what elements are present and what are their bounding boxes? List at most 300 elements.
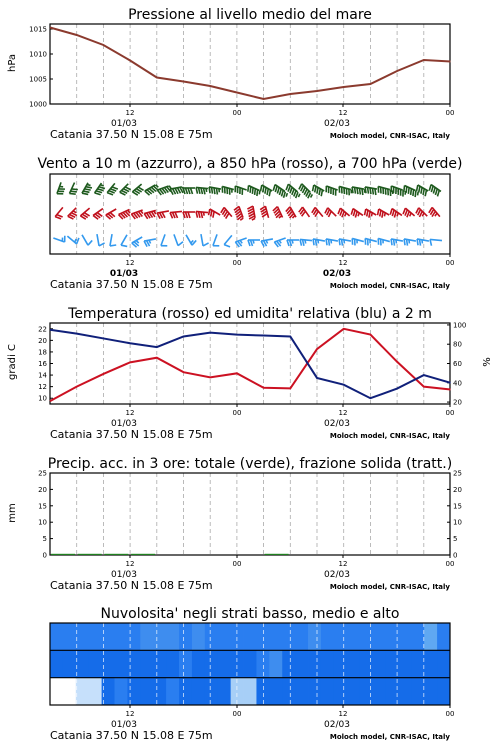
barb-flag xyxy=(99,243,105,246)
cloud-cell xyxy=(244,650,257,677)
y-tick-label: 40 xyxy=(453,379,462,388)
barb-shaft xyxy=(97,234,99,246)
y-tick-label: 20 xyxy=(453,398,462,407)
wind-barb xyxy=(174,232,184,245)
cloud-cell xyxy=(179,650,192,677)
wind-barb xyxy=(247,206,255,220)
model-credit: Moloch model, CNR-ISAC, Italy xyxy=(329,282,450,290)
barb-half xyxy=(369,240,371,244)
cloud-cell xyxy=(437,623,450,650)
cloud-cell xyxy=(334,678,347,705)
barb-half xyxy=(421,240,423,244)
wind-barb xyxy=(312,239,325,247)
wind-barb xyxy=(121,235,132,248)
wind-barb xyxy=(144,210,157,219)
wind-barb xyxy=(428,207,440,220)
x-tick-label: 00 xyxy=(445,710,455,718)
wind-barb xyxy=(68,208,81,221)
wind-barb xyxy=(69,183,80,196)
wind-barb xyxy=(233,186,246,196)
barb-half xyxy=(396,213,399,216)
cloud-cell xyxy=(411,623,424,650)
wind-barb xyxy=(80,208,93,220)
barb-flag xyxy=(191,188,193,194)
precip-plot xyxy=(38,470,462,593)
wind-barb xyxy=(57,182,67,195)
cloud-cell xyxy=(424,650,437,677)
wind-barb xyxy=(144,239,157,247)
y-tick-label: 12 xyxy=(38,383,47,392)
barb-flag xyxy=(251,240,253,246)
wind-barb xyxy=(287,240,299,246)
cloud-cell xyxy=(153,650,166,677)
x-date-label: 02/03 xyxy=(324,570,350,580)
cloud-cell xyxy=(218,623,231,650)
barb-half xyxy=(240,218,244,220)
wind-barb xyxy=(351,238,364,247)
wind-barb xyxy=(161,234,171,247)
cloud-cell xyxy=(205,678,218,705)
barb-half xyxy=(384,213,387,217)
x-tick-label: 00 xyxy=(232,259,242,267)
y-tick-label: 18 xyxy=(38,348,47,357)
barb-shaft xyxy=(170,211,182,212)
barb-half xyxy=(258,191,260,195)
barb-half xyxy=(357,213,360,216)
x-tick-label: 12 xyxy=(125,259,135,267)
y-tick-label: 25 xyxy=(38,469,47,478)
barb-flag xyxy=(287,240,289,246)
plot-frame xyxy=(50,24,450,104)
cloud-cell xyxy=(269,678,282,705)
cloud-cell xyxy=(360,650,373,677)
pressure-ylabel: hPa xyxy=(7,53,18,73)
cloud-cell xyxy=(295,678,308,705)
wind-barb xyxy=(311,185,324,196)
wind-barb xyxy=(350,209,363,221)
cloud-plot xyxy=(50,623,454,742)
cloud-cell xyxy=(282,623,295,650)
cloud-cell xyxy=(347,678,360,705)
cloud-cell xyxy=(282,650,295,677)
wind-barb xyxy=(325,239,338,247)
cloud-cell xyxy=(166,650,179,677)
temp-panel-title: Temperatura (rosso) ed umidita' relativa (blu) a 2 m xyxy=(68,306,432,322)
y-tick-label: 20 xyxy=(38,485,47,494)
cloud-cell xyxy=(398,650,411,677)
y-tick-label: 22 xyxy=(38,325,47,334)
barb-half xyxy=(395,240,397,244)
x-tick-label: 00 xyxy=(232,710,242,718)
model-credit: Moloch model, CNR-ISAC, Italy xyxy=(329,583,450,591)
barb-half xyxy=(285,193,288,196)
wind-barb xyxy=(403,239,416,247)
x-date-label: 01/03 xyxy=(111,570,137,580)
humidity-line xyxy=(50,330,451,398)
barb-shaft xyxy=(224,235,232,244)
x-tick-label: 00 xyxy=(232,409,242,417)
barb-flag xyxy=(183,188,185,194)
wind-barb xyxy=(324,208,337,221)
wind-barb xyxy=(415,185,428,196)
y-tick-label: 0 xyxy=(42,551,47,560)
wind-barb xyxy=(259,185,272,196)
wind-barb xyxy=(107,183,119,196)
location-label: Catania 37.50 N 15.08 E 75m xyxy=(50,579,213,592)
cloud-cell xyxy=(308,678,321,705)
wind-barb xyxy=(183,212,195,218)
barb-half xyxy=(61,238,63,242)
cloud-cell xyxy=(205,650,218,677)
x-tick-label: 12 xyxy=(338,259,348,267)
cloud-cell xyxy=(411,650,424,677)
barb-flag xyxy=(188,188,190,194)
x-tick-label: 00 xyxy=(445,259,455,267)
barb-half xyxy=(371,213,374,217)
x-tick-label: 00 xyxy=(232,560,242,568)
wind-barb xyxy=(337,208,350,220)
wind-barb xyxy=(95,183,107,196)
wind-barb xyxy=(351,187,365,195)
temp-ylabel-left: gradi C xyxy=(7,344,18,380)
cloud-cell xyxy=(218,678,231,705)
cloud-cell xyxy=(411,678,424,705)
wind-barb xyxy=(402,185,419,197)
cloud-cell xyxy=(398,623,411,650)
cloud-panel-title: Nuvolosita' negli strati basso, medio e alto xyxy=(100,606,400,622)
wind-barb xyxy=(170,187,184,195)
barb-shaft xyxy=(121,235,127,245)
cloud-cell xyxy=(140,650,153,677)
wind-barb xyxy=(53,232,66,242)
cloud-cell xyxy=(63,678,76,705)
x-tick-label: 12 xyxy=(338,409,348,417)
barb-flag xyxy=(248,240,250,246)
barb-shaft xyxy=(174,234,178,245)
wind-barb xyxy=(299,239,311,246)
wind-barb xyxy=(246,185,261,196)
cloud-cell xyxy=(166,678,179,705)
cloud-cell xyxy=(373,650,386,677)
cloud-cell xyxy=(140,678,153,705)
wind-barb xyxy=(261,239,274,247)
cloud-cell xyxy=(347,623,360,650)
barb-half xyxy=(240,240,242,244)
barb-flag xyxy=(203,243,209,246)
wind-barb xyxy=(221,186,234,195)
y-tick-label: 5 xyxy=(42,535,47,544)
cloud-cell xyxy=(153,623,166,650)
barb-half xyxy=(253,240,254,244)
pressure-panel-title: Pressione al livello medio del mare xyxy=(128,7,372,23)
cloud-cell xyxy=(295,650,308,677)
cloud-cell xyxy=(179,678,192,705)
cloud-cell xyxy=(256,650,269,677)
cloud-cell xyxy=(398,678,411,705)
cloud-cell xyxy=(50,650,63,677)
y-tick-label: 1010 xyxy=(29,50,47,59)
cloud-cell xyxy=(179,623,192,650)
wind-barb xyxy=(364,187,377,195)
wind-barb xyxy=(110,234,118,247)
wind-barb xyxy=(132,237,145,248)
cloud-cell xyxy=(269,650,282,677)
cloud-cell xyxy=(334,650,347,677)
wind-barb xyxy=(195,187,207,194)
wind-barb xyxy=(213,234,223,247)
barb-half xyxy=(203,212,204,216)
wind-barb xyxy=(429,239,441,246)
y-tick-label: 1005 xyxy=(29,75,47,84)
wind-barb xyxy=(186,232,197,245)
y-tick-label: 100 xyxy=(453,321,467,330)
y-tick-label: 15 xyxy=(453,502,462,511)
barb-half xyxy=(344,213,347,216)
model-credit: Moloch model, CNR-ISAC, Italy xyxy=(329,132,450,140)
cloud-cell xyxy=(244,623,257,650)
wind-barb xyxy=(93,209,106,221)
wind-barb xyxy=(201,233,209,246)
wind-barb xyxy=(402,208,415,220)
barb-shaft xyxy=(161,234,165,245)
wind-plot xyxy=(50,174,454,291)
barb-half xyxy=(218,189,220,193)
cloud-cell xyxy=(89,678,102,705)
cloud-cell xyxy=(115,650,128,677)
y-tick-label: 20 xyxy=(38,336,47,345)
barb-half xyxy=(141,210,143,214)
cloud-cell xyxy=(76,650,89,677)
barb-half xyxy=(409,213,412,216)
y-tick-label: 10 xyxy=(38,518,47,527)
cloud-cell xyxy=(424,678,437,705)
humidity-ylabel-right: % xyxy=(482,357,493,367)
wind-barb xyxy=(377,238,390,247)
x-tick-label: 12 xyxy=(338,560,348,568)
x-date-label: 01/03 xyxy=(109,269,139,279)
wind-barb xyxy=(272,207,283,220)
barb-half xyxy=(382,240,384,244)
location-label: Catania 37.50 N 15.08 E 75m xyxy=(50,729,213,742)
cloud-cell xyxy=(218,650,231,677)
barb-shaft xyxy=(93,209,103,216)
cloud-cell xyxy=(424,623,437,650)
x-tick-label: 00 xyxy=(232,109,242,117)
wind-barb xyxy=(298,184,314,200)
wind-barb xyxy=(157,211,170,219)
precip-ylabel: mm xyxy=(7,503,18,523)
barb-half xyxy=(330,240,332,244)
barb-shaft xyxy=(186,235,192,245)
cloud-cell xyxy=(192,623,205,650)
wind-barb xyxy=(82,232,93,245)
y-tick-label: 20 xyxy=(453,485,462,494)
x-tick-label: 12 xyxy=(338,109,348,117)
y-tick-label: 14 xyxy=(38,371,47,380)
pressure-plot xyxy=(29,24,454,141)
cloud-cell xyxy=(373,623,386,650)
cloud-cell xyxy=(373,678,386,705)
x-date-label: 02/03 xyxy=(324,419,350,429)
barb-shaft xyxy=(201,234,203,246)
wind-barb xyxy=(338,186,353,195)
precip-bar xyxy=(51,554,75,555)
cloud-cell xyxy=(334,623,347,650)
cloud-cell xyxy=(321,650,334,677)
y-tick-label: 60 xyxy=(453,360,462,368)
cloud-cell xyxy=(166,623,179,650)
cloud-cell xyxy=(347,650,360,677)
barb-shaft xyxy=(82,235,88,245)
barb-shaft xyxy=(110,234,112,246)
wind-barb xyxy=(170,211,182,218)
cloud-cell xyxy=(50,623,63,650)
x-tick-label: 00 xyxy=(445,409,455,417)
cloud-cell xyxy=(360,623,373,650)
model-credit: Moloch model, CNR-ISAC, Italy xyxy=(329,733,450,741)
barb-shaft xyxy=(303,207,310,217)
wind-barb xyxy=(82,183,93,196)
cloud-cell xyxy=(76,678,89,705)
barb-half xyxy=(60,186,64,188)
y-tick-label: 1000 xyxy=(29,100,47,109)
wind-barb xyxy=(390,239,403,247)
precip-bar xyxy=(131,554,155,555)
cloud-cell xyxy=(89,623,102,650)
cloud-cell xyxy=(153,678,166,705)
cloud-cell xyxy=(192,650,205,677)
wind-barb xyxy=(389,209,402,221)
precip-bar xyxy=(265,554,289,555)
y-tick-label: 0 xyxy=(453,551,458,560)
y-tick-label: 25 xyxy=(453,469,462,478)
x-tick-label: 12 xyxy=(125,409,135,417)
precip-bar xyxy=(104,554,128,555)
barb-flag xyxy=(186,212,188,218)
wind-barb xyxy=(67,232,80,244)
cloud-cell xyxy=(308,623,321,650)
x-date-label: 02/03 xyxy=(324,119,350,129)
wind-barb xyxy=(298,207,310,220)
wind-panel-title: Vento a 10 m (azzurro), a 850 hPa (rosso), a 700 hPa (verde) xyxy=(37,156,463,172)
wind-barb xyxy=(195,211,207,218)
cloud-cell xyxy=(437,650,450,677)
x-date-label: 01/03 xyxy=(111,419,137,429)
y-tick-label: 10 xyxy=(453,518,462,527)
barb-flag xyxy=(290,240,292,246)
x-date-label: 02/03 xyxy=(322,269,352,279)
model-credit: Moloch model, CNR-ISAC, Italy xyxy=(329,432,450,440)
barb-half xyxy=(252,218,256,220)
x-date-label: 02/03 xyxy=(324,720,350,730)
wind-barb xyxy=(207,209,220,220)
wind-barb xyxy=(338,239,351,247)
location-label: Catania 37.50 N 15.08 E 75m xyxy=(50,278,213,291)
barb-half xyxy=(206,188,207,192)
cloud-cell xyxy=(127,678,140,705)
cloud-cell xyxy=(115,623,128,650)
wind-barb xyxy=(208,187,221,195)
cloud-cell xyxy=(89,650,102,677)
barb-flag xyxy=(177,242,183,246)
location-label: Catania 37.50 N 15.08 E 75m xyxy=(50,428,213,441)
cloud-cell xyxy=(256,623,269,650)
location-label: Catania 37.50 N 15.08 E 75m xyxy=(50,128,213,141)
cloud-cell xyxy=(63,650,76,677)
cloud-cell xyxy=(282,678,295,705)
y-tick-label: 16 xyxy=(38,360,47,368)
wind-barb xyxy=(272,185,289,199)
y-tick-label: 15 xyxy=(38,502,47,511)
cloud-cell xyxy=(127,623,140,650)
barb-shaft xyxy=(213,234,217,245)
cloud-cell xyxy=(295,623,308,650)
temp-humidity-plot xyxy=(38,321,466,441)
wind-barb xyxy=(285,207,296,220)
precip-bar xyxy=(78,554,102,555)
y-tick-label: 1015 xyxy=(29,25,47,34)
wind-barb xyxy=(428,185,441,197)
cloud-cell xyxy=(205,623,218,650)
precip-panel-title: Precip. acc. in 3 ore: totale (verde), frazione solida (tratt.) xyxy=(47,456,453,472)
cloud-cell xyxy=(115,678,128,705)
cloud-cell xyxy=(437,678,450,705)
wind-barb xyxy=(183,188,195,194)
cloud-cell xyxy=(321,623,334,650)
cloud-cell xyxy=(140,623,153,650)
wind-barb xyxy=(157,185,172,195)
x-tick-label: 00 xyxy=(445,560,455,568)
barb-shaft xyxy=(430,239,442,240)
barb-half xyxy=(317,240,319,244)
barb-half xyxy=(356,240,358,244)
wind-barb xyxy=(220,207,232,220)
wind-barb xyxy=(248,240,260,246)
x-tick-label: 12 xyxy=(125,710,135,718)
wind-barb xyxy=(120,184,133,197)
x-date-label: 01/03 xyxy=(111,119,137,129)
cloud-cell xyxy=(256,678,269,705)
y-tick-label: 10 xyxy=(38,394,47,403)
plot-frame xyxy=(50,473,450,555)
barb-half xyxy=(87,184,91,187)
barb-half xyxy=(305,240,306,244)
barb-flag xyxy=(188,212,190,218)
x-tick-label: 12 xyxy=(125,560,135,568)
wind-barb xyxy=(260,206,269,219)
barb-flag xyxy=(87,240,93,245)
y-tick-label: 5 xyxy=(453,535,458,544)
wind-barb xyxy=(233,206,243,221)
cloud-cell xyxy=(76,623,89,650)
wind-barb xyxy=(376,209,389,220)
barb-half xyxy=(279,240,281,244)
cloud-cell xyxy=(50,678,63,705)
wind-barb xyxy=(55,207,67,220)
cloud-cell xyxy=(321,678,334,705)
cloud-cell xyxy=(244,678,257,705)
barb-half xyxy=(231,189,233,193)
wind-barb xyxy=(363,209,376,220)
wind-barb xyxy=(132,184,145,196)
cloud-cell xyxy=(127,650,140,677)
wind-barb xyxy=(235,238,248,248)
barb-half xyxy=(298,194,301,197)
cloud-cell xyxy=(192,678,205,705)
wind-barb xyxy=(224,235,236,248)
barb-half xyxy=(343,240,345,244)
barb-flag xyxy=(186,188,188,194)
